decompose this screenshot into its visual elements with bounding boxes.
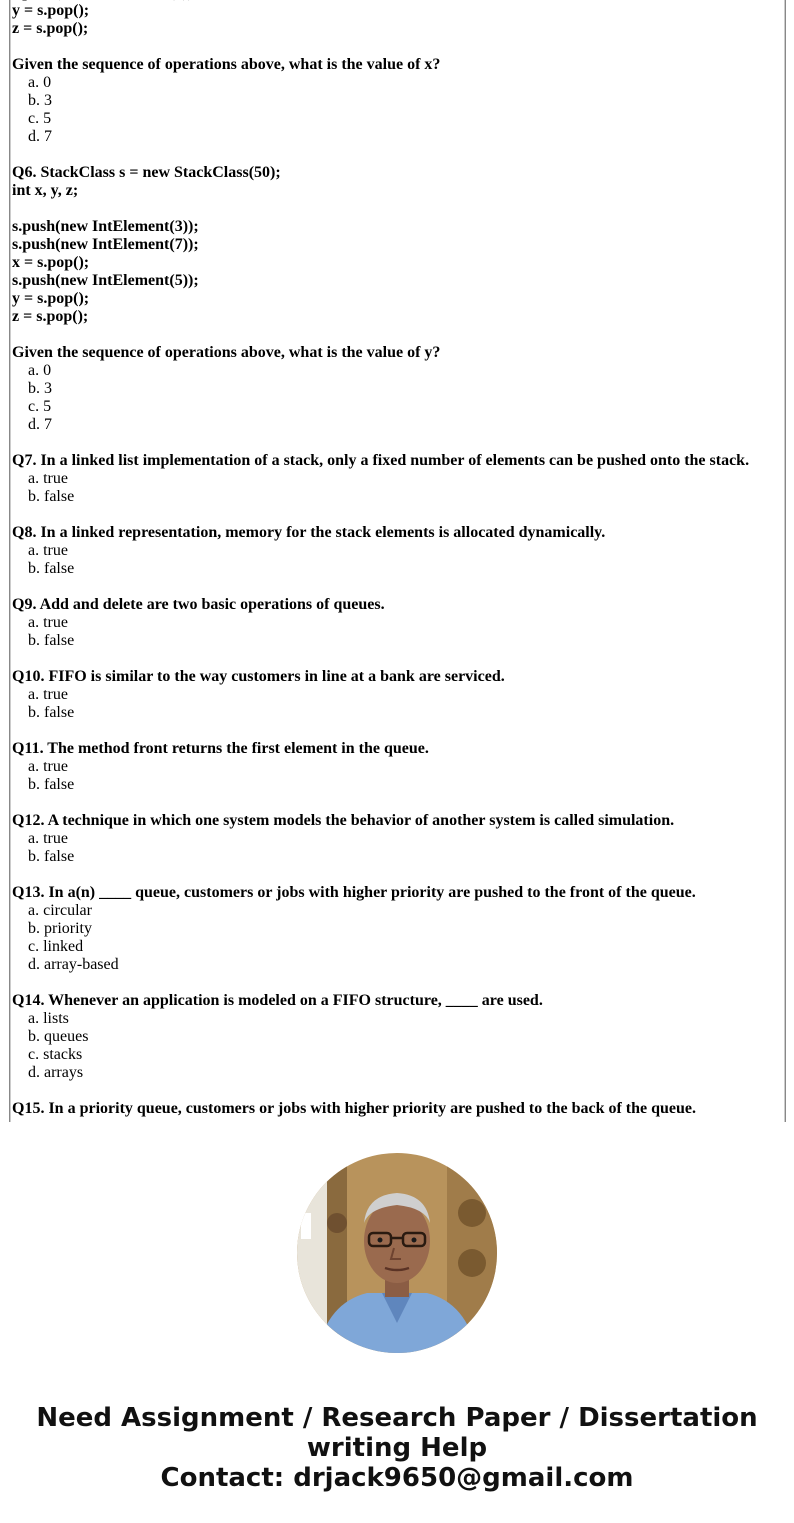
blank-line: [12, 146, 782, 164]
code-line: s.push(new IntElement(5));: [12, 272, 199, 289]
question-text: Given the sequence of operations above, what is the value of y?: [12, 344, 441, 361]
question-text: Q6. StackClass s = new StackClass(50);: [12, 164, 281, 181]
question-text: Q9. Add and delete are two basic operations of queues.: [12, 596, 385, 613]
question-text: Q7. In a linked list implementation of a stack, only a fixed number of elements can be pushed onto the stack.: [12, 452, 750, 469]
answer-option: a. 0: [28, 74, 52, 91]
code-line: y = s.pop();: [12, 290, 90, 307]
answer-option: c. 5: [28, 398, 52, 415]
answer-option: b. false: [28, 848, 75, 865]
answer-option: c. 5: [28, 110, 52, 127]
question-text: Q10. FIFO is similar to the way customers in line at a bank are serviced.: [12, 668, 505, 685]
question-text: Q14. Whenever an application is modeled on a FIFO structure, ____ are used.: [12, 992, 543, 1009]
code-line: s.push(new IntElement(7));: [12, 236, 199, 253]
answer-option: d. 7: [28, 416, 52, 433]
blank-line: [12, 578, 782, 596]
answer-option: b. 3: [28, 380, 52, 397]
blank-line: [12, 722, 782, 740]
answer-option: a. true: [28, 614, 68, 631]
answer-option: d. 7: [28, 128, 52, 145]
promo-text: [0, 1403, 794, 1493]
question-text: Given the sequence of operations above, what is the value of x?: [12, 56, 441, 73]
answer-option: b. false: [28, 560, 75, 577]
answer-option: a. true: [28, 542, 68, 559]
question-text: Q12. A technique in which one system models the behavior of another system is called simulation.: [12, 812, 675, 829]
answer-option: b. false: [28, 488, 75, 505]
answer-option: a. true: [28, 686, 68, 703]
answer-option: a. lists: [28, 1010, 69, 1027]
answer-option: b. priority: [28, 920, 92, 937]
blank-line: [12, 650, 782, 668]
question-text: Q11. The method front returns the first element in the queue.: [12, 740, 429, 757]
blank-line: [12, 794, 782, 812]
answer-option: d. array-based: [28, 956, 119, 973]
code-line: z = s.pop();: [12, 308, 89, 325]
code-line: x = s.pop();: [12, 254, 90, 271]
promo-line-1: Need Assignment / Research Paper / Dissertation: [36, 1403, 758, 1433]
blank-line: [12, 974, 782, 992]
question-text: Q13. In a(n) ____ queue, customers or jobs with higher priority are pushed to the front of the queue.: [12, 884, 696, 901]
blank-line: [12, 38, 782, 56]
promo-contact: Contact: drjack9650@gmail.com: [160, 1463, 634, 1493]
code-line: y = s.pop();: [12, 2, 90, 19]
code-line: s.push(new IntElement(3));: [12, 218, 199, 235]
answer-option: c. linked: [28, 938, 84, 955]
blank-line: [12, 326, 782, 344]
document-content: [12, 0, 782, 1118]
answer-option: b. false: [28, 704, 75, 721]
answer-option: b. false: [28, 632, 75, 649]
answer-option: a. true: [28, 758, 68, 775]
question-text: Q15. In a priority queue, customers or jobs with higher priority are pushed to the back of the queue.: [12, 1100, 697, 1117]
code-line: z = s.pop();: [12, 20, 89, 37]
answer-option: c. stacks: [28, 1046, 83, 1063]
person-photo-icon: [297, 1153, 497, 1353]
answer-option: b. false: [28, 776, 75, 793]
answer-option: a. true: [28, 470, 68, 487]
blank-line: [12, 866, 782, 884]
blank-line: [12, 1082, 782, 1100]
answer-option: b. 3: [28, 92, 52, 109]
question-text: Q8. In a linked representation, memory for the stack elements is allocated dynamically.: [12, 524, 606, 541]
promo-line-2: writing Help: [306, 1433, 488, 1463]
avatar: [297, 1153, 497, 1353]
answer-option: b. queues: [28, 1028, 89, 1045]
answer-option: a. true: [28, 830, 68, 847]
blank-line: [12, 200, 782, 218]
promo-section: [0, 1122, 794, 1523]
code-line: int x, y, z;: [12, 182, 79, 199]
document-viewer: [9, 0, 786, 1122]
answer-option: d. arrays: [28, 1064, 84, 1081]
answer-option: a. 0: [28, 362, 52, 379]
blank-line: [12, 506, 782, 524]
answer-option: a. circular: [28, 902, 92, 919]
blank-line: [12, 434, 782, 452]
